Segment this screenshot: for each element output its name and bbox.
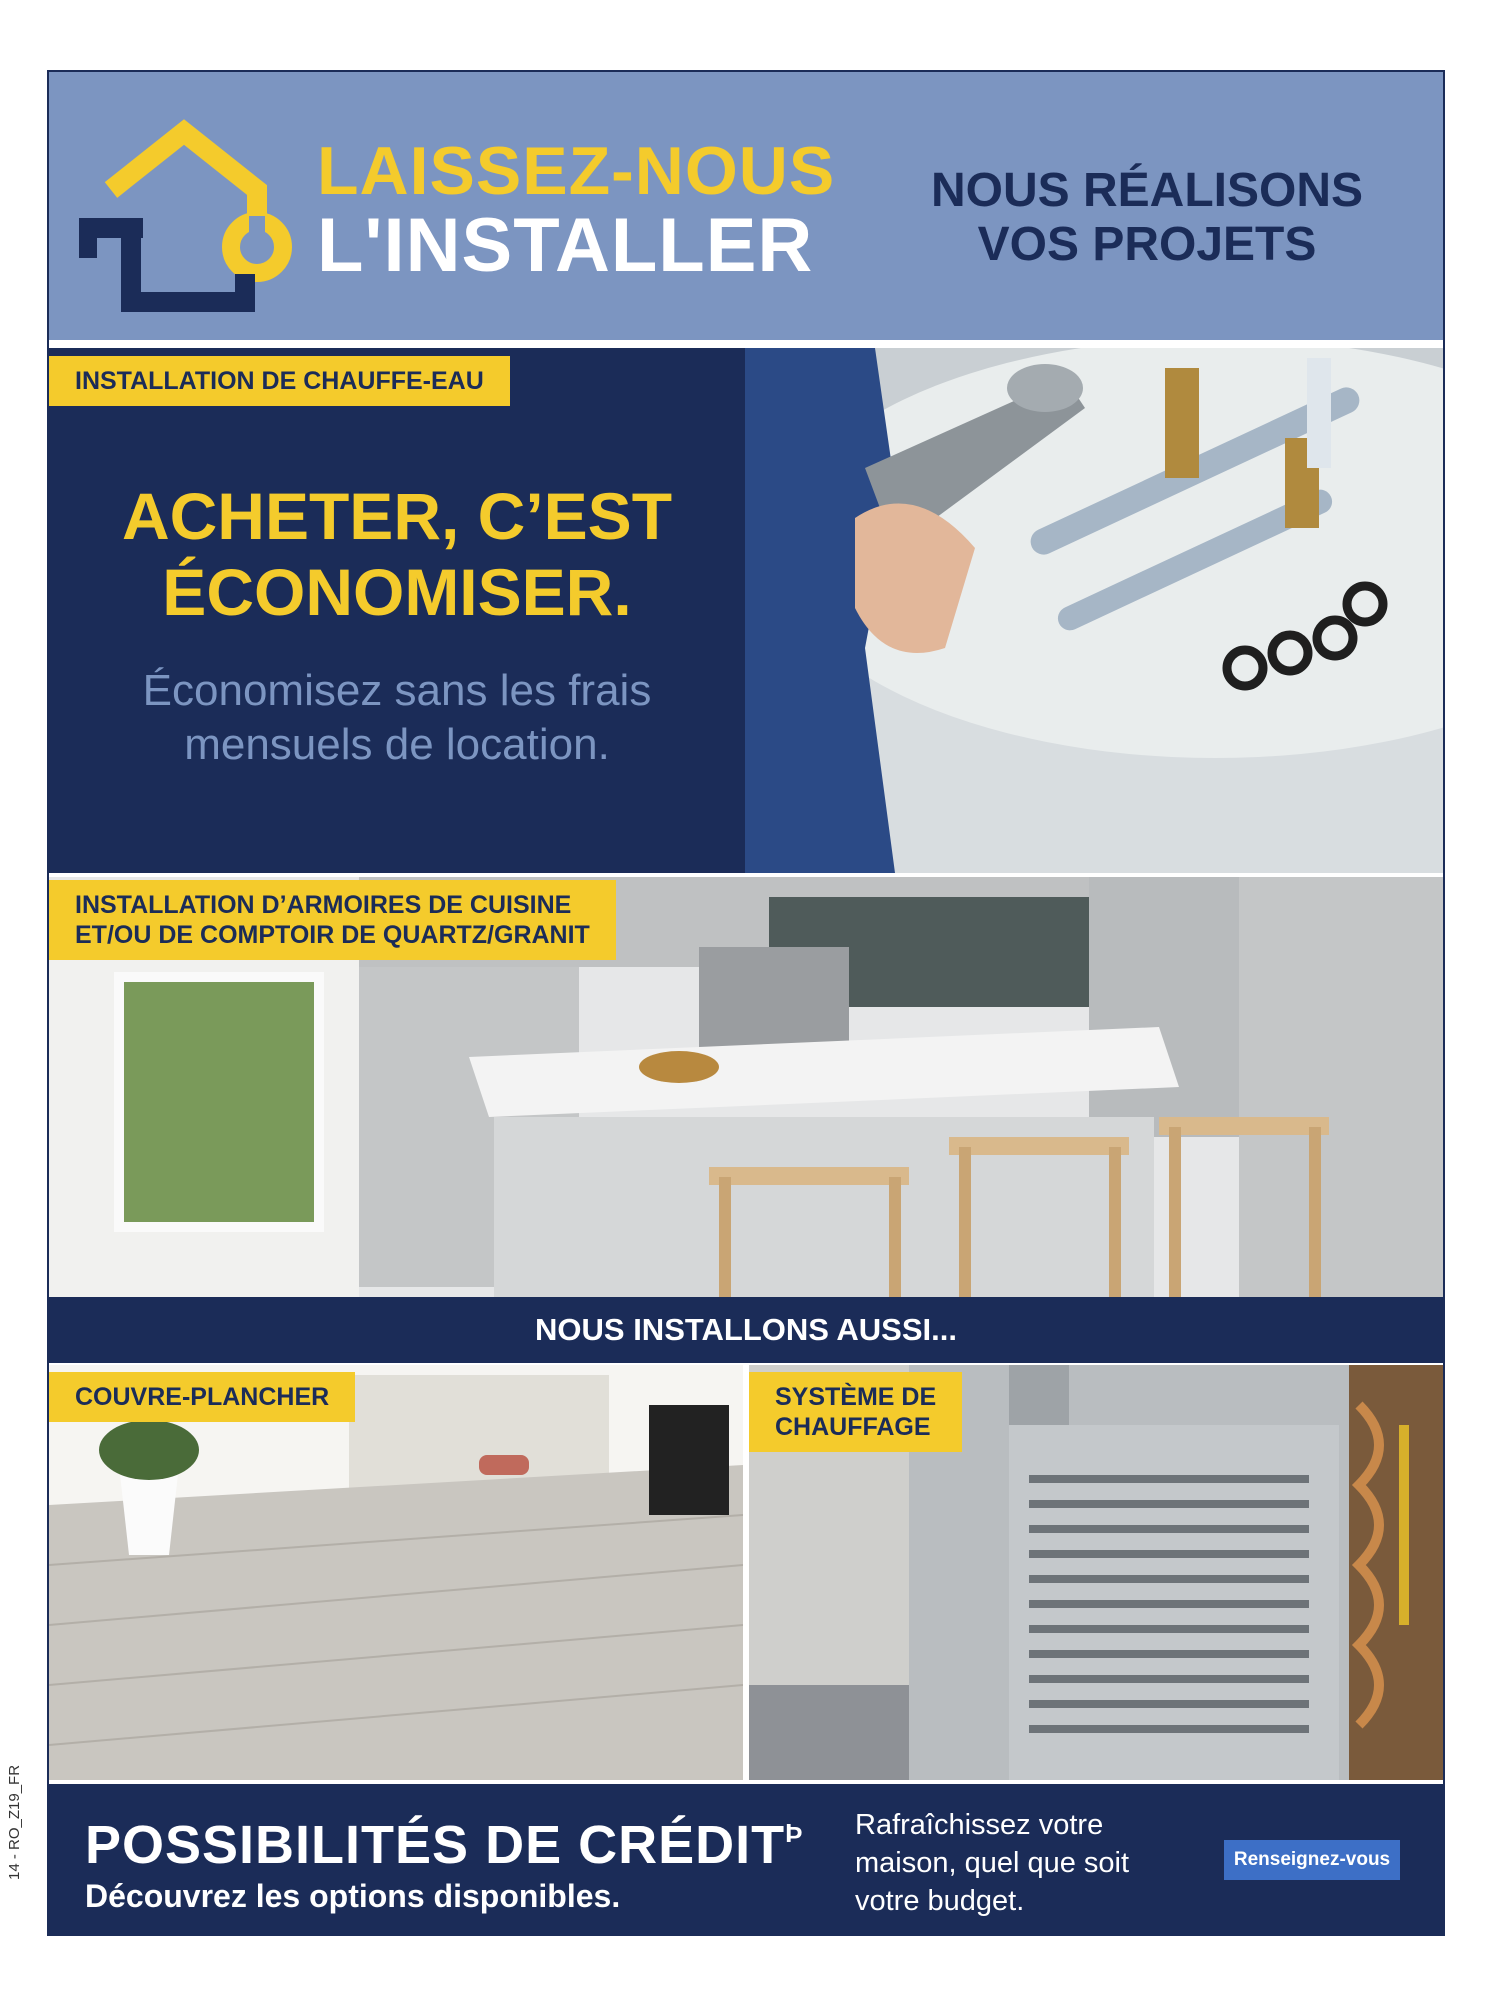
header-banner: [49, 72, 1443, 340]
water-heater-tag: INSTALLATION DE CHAUFFE-EAU: [49, 356, 510, 406]
learn-more-button[interactable]: Renseignez-vous: [1224, 1840, 1400, 1880]
subtext-line2: mensuels de location.: [184, 720, 610, 769]
water-heater-photo: [745, 348, 1443, 873]
credit-subtitle: Découvrez les options disponibles.: [85, 1878, 621, 1914]
header-title-line1: LAISSEZ-NOUS: [317, 133, 836, 209]
credit-title: [85, 1814, 803, 1876]
header-tagline: NOUS RÉALISONS VOS PROJETS: [930, 164, 1364, 271]
also-install-band: NOUS INSTALLONS AUSSI...: [49, 1297, 1443, 1363]
flyer-page: [47, 70, 1445, 1936]
water-heater-subtext: [49, 664, 745, 772]
heating-tag-line2: CHAUFFAGE: [775, 1413, 931, 1441]
page-code: 14 - RO_Z19_FR: [6, 1764, 23, 1880]
header-title-line2: L'INSTALLER: [317, 203, 814, 288]
flooring-tag: COUVRE-PLANCHER: [49, 1372, 355, 1422]
flooring-photo: [49, 1365, 743, 1780]
subtext-line1: Économisez sans les frais: [142, 666, 652, 715]
heating-tag: [749, 1372, 962, 1452]
water-heater-panel: [49, 348, 745, 873]
credit-side-text: Rafraîchissez votre maison, quel que soit votre budget.: [855, 1809, 1130, 1917]
credit-title-mark: Þ: [785, 1818, 804, 1848]
heating-tag-line1: SYSTÈME DE: [775, 1383, 937, 1411]
water-heater-headline: [49, 478, 745, 630]
house-wrench-icon: [69, 112, 299, 312]
credit-banner: [49, 1784, 1443, 1934]
kitchen-tag-line1: INSTALLATION D’ARMOIRES DE CUISINE: [75, 891, 572, 919]
kitchen-tag-line2: ET/OU DE COMPTOIR DE QUARTZ/GRANIT: [75, 921, 590, 949]
headline-line1: ACHETER, C’EST: [121, 479, 673, 553]
kitchen-tag: [49, 880, 616, 960]
credit-title-text: POSSIBILITÉS DE CRÉDIT: [85, 1815, 786, 1875]
headline-line2: ÉCONOMISER.: [162, 555, 632, 629]
